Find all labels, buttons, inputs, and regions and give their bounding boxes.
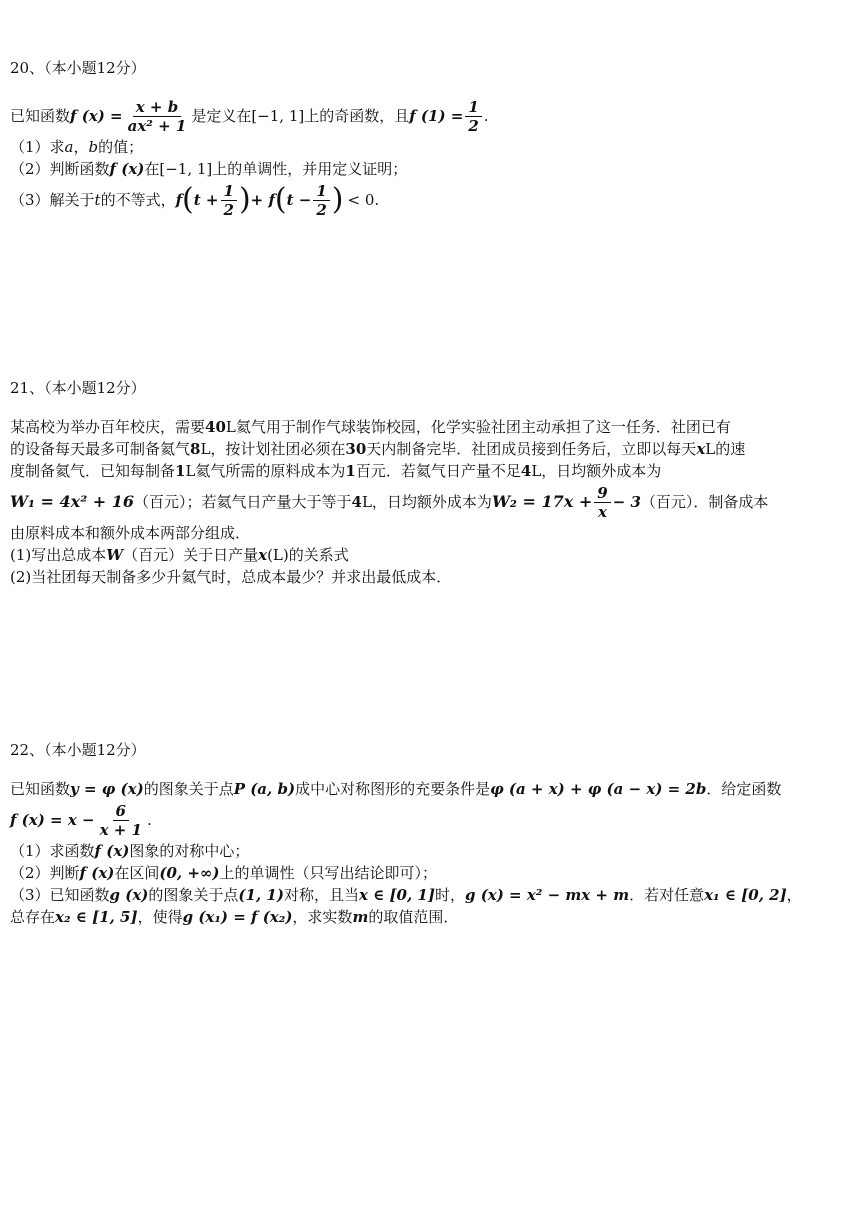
question-21-part-2: (2)当社团每天制备多少升氦气时，总成本最少？并求出最低成本． (10, 568, 452, 586)
question-21-part-1: (1)写出总成本W（百元）关于日产量x(L)的关系式 (10, 546, 349, 564)
question-21-title: 21、（本小题12分） (10, 379, 146, 397)
question-22-part-3-cont: 总存在x₂ ∈ [1, 5]，使得g (x₁) = f (x₂)，求实数m的取值范围． (10, 908, 459, 926)
question-22-part-2: （2）判断f (x)在区间(0, +∞)上的单调性（只写出结论即可）； (10, 864, 438, 882)
question-22-part-3: （3）已知函数g (x)的图象关于点(1, 1)对称，且当x ∈ [0, 1]时，g (x) = x² − mx + m．若对任意x₁ ∈ [0, 2]， (10, 886, 802, 904)
question-21-line-1: 某高校为举办百年校庆，需要40L氦气用于制作气球装饰校园，化学实验社团主动承担了这一任务．社团已有 (10, 418, 731, 436)
question-21-line-4: W₁ = 4x² + 16 （百元）；若氦气日产量大于等于 4 L，日均额外成本为 W₂ = 17x + $\frac{9}{x}$ − 3 （百元）．制备成本 (10, 483, 769, 521)
question-21-line-3: 度制备氦气．已知每制备1L氦气所需的原料成本为1百元．若氦气日产量不足4L，日均额外成本为 (10, 462, 662, 480)
question-20 (10, 58, 850, 220)
question-21 (10, 378, 850, 588)
question-20-part-2: （2）判断函数f (x)在[−1, 1]上的单调性，并用定义证明； (10, 160, 408, 178)
question-20-part-3: （3）解关于 t 的不等式， f ( t + $\frac{1}{2}$ ) + f ( t − $\frac{1}{2}$ ) < 0. (10, 181, 380, 219)
question-22-title: 22、（本小题12分） (10, 741, 146, 759)
question-20-intro: 已知函数 f (x) = $\frac{x + b}{\text{ax² + 1}}$ 是定义在 [−1, 1] 上的奇函数，且 f (1) = $\frac{1}{2}$ . (10, 97, 489, 135)
question-22-part-1: （1）求函数f (x)图象的对称中心； (10, 842, 250, 860)
fraction-x-plus-b: $\frac{x + b}{\text{ax² + 1}}$ (127, 97, 187, 135)
question-21-line-2: 的设备每天最多可制备氦气8L，按计划社团必须在30天内制备完毕．社团成员接到任务后，立即以每天xL的速 (10, 440, 746, 458)
question-22-line-1: 已知函数y = φ (x)的图象关于点P (a, b)成中心对称图形的充要条件是φ (a + x) + φ (a − x) = 2b．给定函数 (10, 780, 782, 798)
fraction-half: $\frac{1}{2}$ (465, 98, 481, 135)
question-22 (10, 740, 850, 928)
question-22-line-2: f (x) = x − $\frac{6}{x + 1}$ . (10, 801, 152, 839)
question-20-title: 20、（本小题12分） (10, 59, 146, 77)
question-20-part-1: （1）求a，b的值； (10, 138, 144, 156)
question-21-line-5: 由原料成本和额外成本两部分组成． (10, 524, 251, 542)
